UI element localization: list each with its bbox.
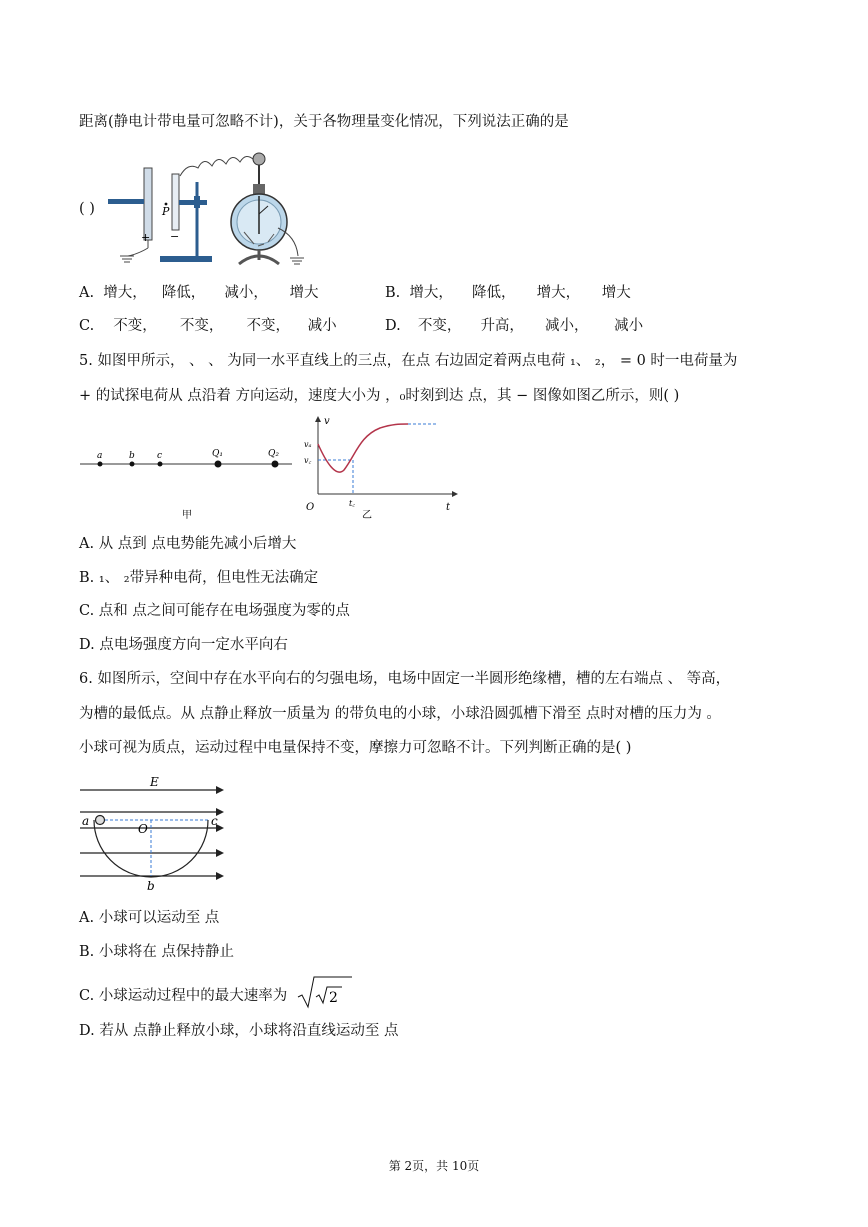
plus-label: + — [141, 231, 151, 244]
caption-yi: 乙 — [362, 510, 372, 521]
x-tick-tc: t꜀ — [349, 499, 355, 508]
q5-option-c[interactable]: C. 点和 点之间可能存在电场强度为零的点 — [79, 603, 350, 619]
q5-option-a[interactable]: A. 从 点到 点电势能先减小后增大 — [79, 536, 297, 552]
point-a: a — [97, 451, 103, 461]
y-tick-va: vₐ — [304, 440, 312, 449]
q6-option-c[interactable]: C. 小球运动过程中的最大速率为 — [79, 988, 288, 1004]
q6-option-b[interactable]: B. 小球将在 点保持静止 — [79, 944, 234, 960]
q6-option-d[interactable]: D. 若从 点静止释放小球，小球将沿直线运动至 点 — [79, 1023, 399, 1039]
q4-option-b[interactable]: B. 增大， 降低， 增大， 增大 — [385, 285, 631, 301]
q5-figure-yi — [300, 414, 460, 522]
q6-sqrt-expression — [296, 975, 354, 1011]
point-c: c — [157, 451, 163, 461]
q6-option-a[interactable]: A. 小球可以运动至 点 — [79, 910, 220, 926]
y-tick-vc: v꜀ — [304, 456, 312, 465]
point-a-label: a — [82, 814, 90, 828]
point-b-label: b — [147, 879, 155, 893]
q6-field-figure — [76, 772, 226, 894]
q5-figure-jia — [78, 440, 298, 520]
caption-jia: 甲 — [182, 510, 192, 520]
q5-line2: + 的试探电荷从 点沿着 方向运动，速度大小为 ，₀时刻到达 点，其 − 图像如图乙所示，则( ) — [79, 388, 680, 404]
q4-option-a[interactable]: A. 增大， 降低， 减小， 增大 — [79, 285, 319, 301]
minus-label: − — [170, 230, 180, 243]
q4-bracket: ( ) — [79, 201, 95, 217]
q4-option-d[interactable]: D. 不变， 升高， 减小， 减小 — [385, 318, 644, 334]
q5-line1: 5. 如图甲所示， 、 、 为同一水平直线上的三点，在点 右边固定着两点电荷 ₁、 ₂， = 0 时一电荷量为 — [79, 353, 738, 369]
q6-line2: 为槽的最低点。从 点静止释放一质量为 的带负电的小球，小球沿圆弧槽下滑至 点时对槽的压力为 。 — [79, 706, 721, 722]
point-c-label: c — [211, 814, 218, 828]
q5-option-d[interactable]: D. 点电场强度方向一定水平向右 — [79, 637, 288, 653]
q4-option-c[interactable]: C. 不变， 不变， 不变， 减小 — [79, 318, 337, 334]
y-axis-label: v — [324, 416, 330, 427]
p-label: P — [162, 205, 170, 218]
q6-line3: 小球可视为质点，运动过程中电量保持不变，摩擦力可忽略不计。下列判断正确的是( ) — [79, 740, 632, 756]
point-b: b — [129, 451, 135, 461]
x-axis-label: t — [446, 502, 451, 513]
q5-option-b[interactable]: B. ₁、 ₂带异种电荷，但电性无法确定 — [79, 570, 319, 586]
q4-intro: 距离(静电计带电量可忽略不计)，关于各物理量变化情况，下列说法正确的是 — [79, 114, 569, 130]
q4-electrometer-figure — [108, 148, 328, 273]
point-q2: Q₂ — [268, 449, 279, 459]
page-footer: 第 2页，共 10页 — [388, 1159, 480, 1173]
point-o-label: O — [138, 822, 148, 836]
point-q1: Q₁ — [212, 449, 223, 459]
origin-label: O — [306, 502, 315, 513]
q6-line1: 6. 如图所示，空间中存在水平向右的匀强电场，电场中固定一半圆形绝缘槽，槽的左右端点 、 等高， — [79, 671, 731, 687]
field-label: E — [150, 775, 159, 789]
sqrt-inner-value: 2 — [329, 990, 338, 1006]
